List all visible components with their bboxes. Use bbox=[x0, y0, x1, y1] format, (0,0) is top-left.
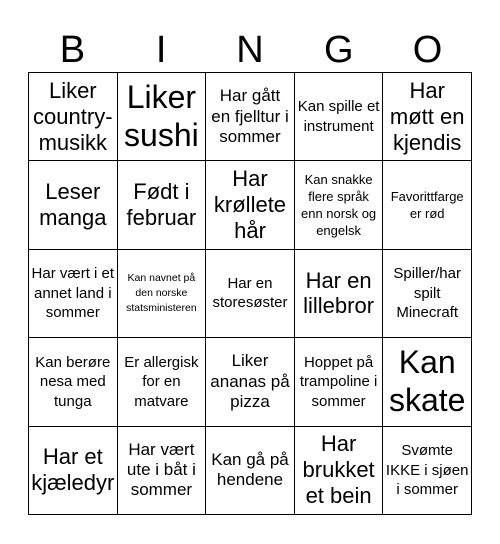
bingo-cell[interactable]: Har en lillebror bbox=[295, 250, 384, 338]
header-letter-o: O bbox=[412, 29, 443, 71]
bingo-cell[interactable]: Liker sushi bbox=[118, 73, 207, 161]
header-letter-b: B bbox=[59, 29, 86, 71]
header-letter-g: G bbox=[324, 29, 354, 71]
bingo-grid bbox=[28, 72, 472, 515]
bingo-cell[interactable]: Har gått en fjelltur i sommer bbox=[206, 73, 295, 161]
bingo-cell[interactable]: Kan skate bbox=[383, 338, 472, 426]
bingo-cell[interactable]: Liker country-musikk bbox=[29, 73, 118, 161]
bingo-cell[interactable]: Har vært ute i båt i sommer bbox=[118, 427, 207, 515]
bingo-cell[interactable]: Har brukket et bein bbox=[295, 427, 384, 515]
bingo-header bbox=[28, 28, 472, 72]
header-letter-n: N bbox=[236, 29, 264, 71]
bingo-cell[interactable]: Leser manga bbox=[29, 161, 118, 249]
bingo-cell[interactable]: Svømte IKKE i sjøen i sommer bbox=[383, 427, 472, 515]
bingo-cell[interactable]: Kan navnet på den norske statsministeren bbox=[118, 250, 207, 338]
bingo-cell[interactable]: Har et kjæledyr bbox=[29, 427, 118, 515]
bingo-cell[interactable]: Liker ananas på pizza bbox=[206, 338, 295, 426]
bingo-cell[interactable]: Kan spille et instrument bbox=[295, 73, 384, 161]
header-letter-i: I bbox=[155, 29, 167, 71]
bingo-cell[interactable]: Født i februar bbox=[118, 161, 207, 249]
bingo-cell[interactable]: Hoppet på trampoline i sommer bbox=[295, 338, 384, 426]
bingo-cell[interactable]: Har møtt en kjendis bbox=[383, 73, 472, 161]
bingo-cell[interactable]: Har krøllete hår bbox=[206, 161, 295, 249]
bingo-cell[interactable]: Kan berøre nesa med tunga bbox=[29, 338, 118, 426]
bingo-cell[interactable]: Kan gå på hendene bbox=[206, 427, 295, 515]
bingo-cell[interactable]: Favorittfarge er rød bbox=[383, 161, 472, 249]
bingo-cell[interactable]: Kan snakke flere språk enn norsk og engelsk bbox=[295, 161, 384, 249]
bingo-cell[interactable]: Spiller/har spilt Minecraft bbox=[383, 250, 472, 338]
bingo-cell[interactable]: Er allergisk for en matvare bbox=[118, 338, 207, 426]
bingo-cell[interactable]: Har vært i et annet land i sommer bbox=[29, 250, 118, 338]
bingo-cell[interactable]: Har en storesøster bbox=[206, 250, 295, 338]
